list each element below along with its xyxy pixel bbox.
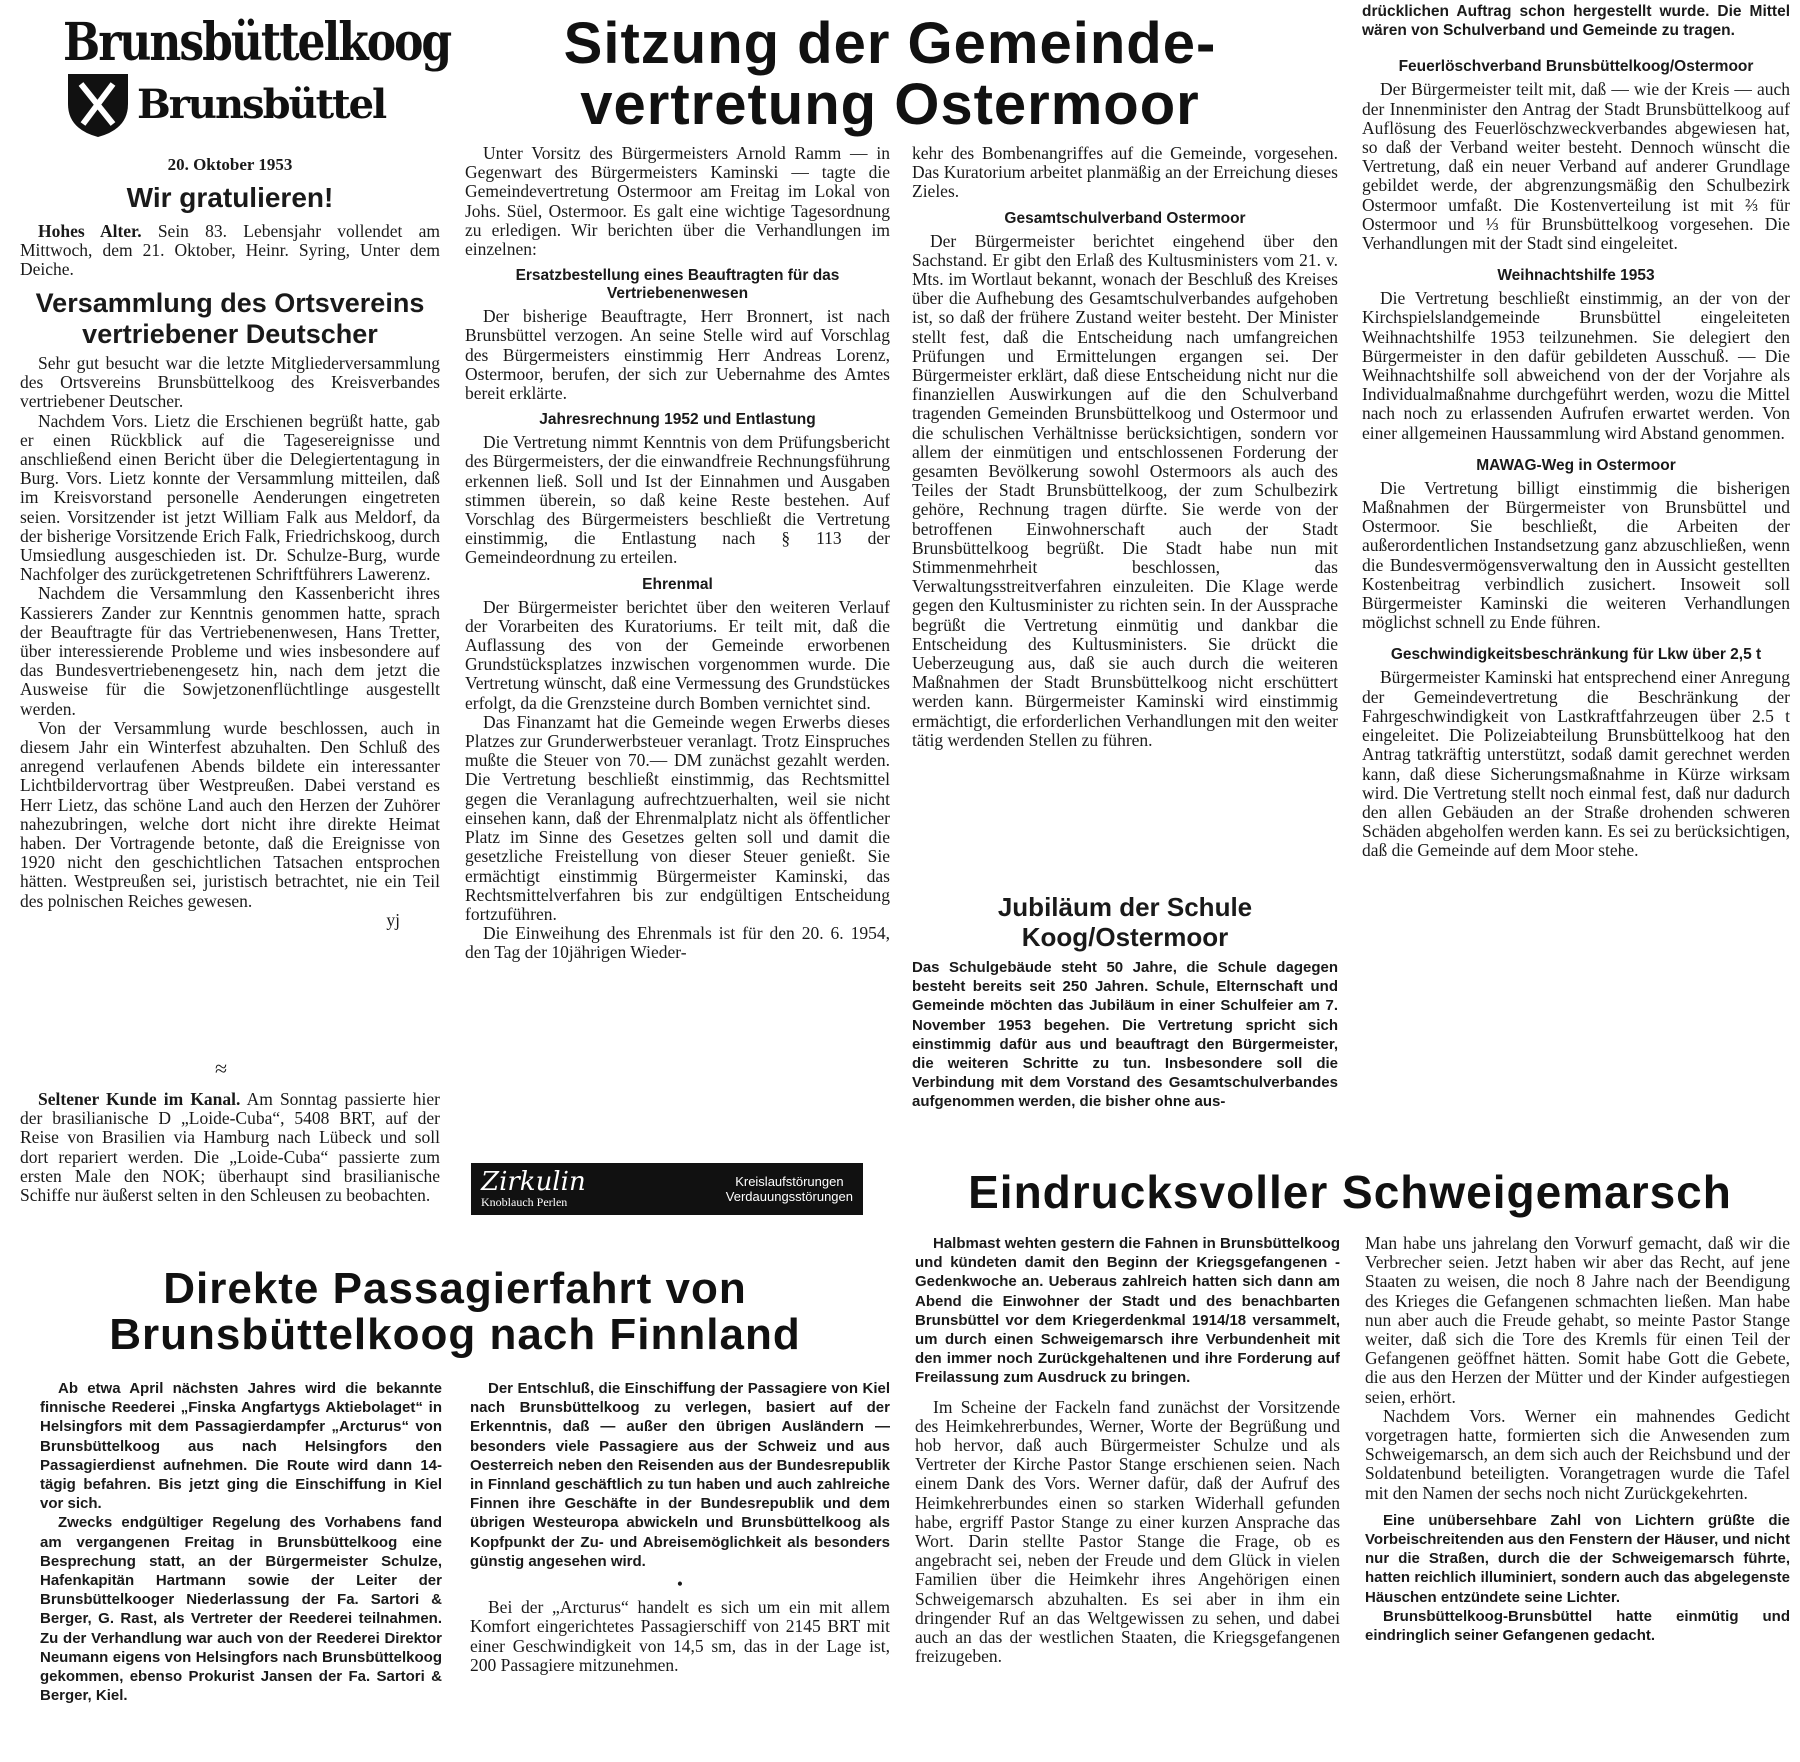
kunde-body: Am Sonntag passierte hier der brasilianische D „Loide-Cuba“, 5408 BRT, auf der Reise von Brasilien via Hamburg nach Lübeck und soll dort repariert werden. Die „Loide-Cuba“ passierte zum ersten Male den NOK; überhaupt sind brasilianische Schiffe nur äußerst selten in den Schleusen zu beobachten.	[20, 1090, 440, 1206]
sitzung-col2	[465, 144, 890, 1128]
jubilaeum-heading: Jubiläum der Schule Koog/Ostermoor	[997, 892, 1253, 952]
paragraph: Nachdem Vors. Lietz die Erschienen begrüßt hatte, gab er einen Rückblick auf die Tagesereignisse und anschließend einen Bericht über die Delegiertentagung in Burg. Vors. Lietz konnte der Versammlung mitteilen, daß im Kreisvorstand personelle Aenderungen eingetreten seien. Vorsitzender ist jetzt William Falk aus Meldorf, da der bisherige Vorsitzende Erich Falk, Friedrichskoog, durch Umsiedlung ausgeschieden ist. Dr. Schulze-Burg, wurde Nachfolger des zurückgetretenen Schriftführers Lawerenz.	[20, 410, 440, 585]
paragraph: Die Vertretung beschließt einstimmig, an der von der Kirchspielslandgemeinde Brunsbüttel eingeleiteten Weihnachtshilfe 1953 teilzunehmen. Sie delegiert den Bürgermeister in den dafür gebildeten Ausschuß. — Die Weihnachtshilfe soll abweichend von der der Vorjahre als Individualmaßnahme durchgeführt werden, wozu die Mittel nach noch zu erlassenden Aufrufen erwartet werden. Von einer allgemeinen Haussammlung wird Abstand genommen.	[1362, 288, 1790, 443]
masthead-line2: Brunsbüttel	[137, 80, 386, 128]
gratulation-body: Sein 83. Lebensjahr vollendet am Mittwoch, dem 21. Oktober, Heinr. Syring, Unter dem Deiche.	[20, 222, 440, 280]
ad-line1: Kreislaufstörungen	[735, 1174, 844, 1189]
gratulation-text	[20, 222, 440, 282]
bullet-divider: •	[676, 1574, 684, 1595]
paragraph: Eine unübersehbare Zahl von Lichtern grüßte die Vorbeischreitenden aus den Fenstern der Häuser, und nicht nur die Straßen, durch die der Schweigemarsch führte, hatten reichlich illuminiert, sondern auch das abgelegenste Häuschen entzündete seine Lichter.	[1365, 1511, 1790, 1606]
signature: yj	[386, 909, 400, 930]
wave-divider-icon: ≈	[215, 1056, 228, 1081]
paragraph: Brunsbüttelkoog-Brunsbüttel hatte einmütig und eindringlich seiner Gefangenen gedacht.	[1365, 1607, 1790, 1645]
kunde-article	[20, 1090, 440, 1242]
subheading: Gesamtschulverband Ostermoor	[1004, 209, 1246, 227]
paragraph: Im Scheine der Fackeln fand zunächst der Vorsitzende des Heimkehrerbundes, Werner, Worte der Begrüßung und hob hervor, daß auch Bürgermeister Schulze und als Vertreter der Kirche Pastor Stange erschienen seien. Nach einem Dank des Vors. Werner dafür, daß der Aufruf des Heimkehrerbundes einen so starken Widerhall gefunden habe, ergriff Pastor Stange zu einer kurzen Ansprache das Wort. Darin stellte Pastor Stange die Frage, ob es angebracht sei, neben der Freude und dem Glück in vielen Familien über die Heimkehr ihres Angehörigen einen Schweigemarsch abzuhalten. Es sei aber in ihm ein dringender Ruf an das Weltgewissen zu sehen, und dabei auch an das der westlichen Staaten, die Kriegsgefangenen freizugeben.	[915, 1396, 1340, 1667]
subheading: Weihnachtshilfe 1953	[1497, 267, 1655, 285]
paragraph: drücklichen Auftrag schon hergestellt wurde. Die Mittel wären von Schulverband und Gemeinde zu tragen.	[1362, 3, 1790, 40]
paragraph: Bürgermeister Kaminski hat entsprechend einer Anregung der Gemeindevertretung die Beschränkung der Fahrgeschwindigkeit von Lastkraftfahrzeugen über 2.5 t eingeleitet. Die Polizeiabteilung Brunsbüttelkoog hat den Antrag tatkräftig unterstützt, sodaß damit gerechnet werden kann, daß diese Sicherungsmaßnahme in Kürze wirksam wird. Die Vertretung stellt noch einmal fest, daß nur dadurch den allen Gebäuden an der Straße drohenden schweren Schäden abgeholfen werden kann. Es sei zu berücksichtigen, daß die Gemeinde auf dem Moor stehe.	[1362, 667, 1790, 861]
paragraph: Unter Vorsitz des Bürgermeisters Arnold Ramm — in Gegenwart des Bürgermeisters Kaminski — tagte die Gemeindevertretung Ostermoor am Freitag im Lokal von Johs. Süel, Ostermoor. Es galt eine wichtige Tagesordnung zu erledigen. Wir berichten über die Verhandlungen im einzelnen:	[465, 144, 890, 260]
gratulation-lead: Hohes Alter.	[38, 222, 142, 241]
kunde-lead: Seltener Kunde im Kanal.	[38, 1090, 241, 1109]
sitzung-col3	[912, 144, 1338, 886]
sitzung-col4	[1362, 2, 1790, 1150]
paragraph: Man habe uns jahrelang den Vorwurf gemacht, daß wir die Verbrecher seien. Jetzt haben wir aber das Recht, auf jene Staaten zu weisen, die noch 8 Jahre nach der Beendigung des Krieges die Gefangenen schmachten ließen. Man habe nun aber auch die Freude gehabt, so meinte Pastor Stange weiter, daß sich die Tore des Kremls für einen Teil der Gefangenen geöffnet hätten. Somit habe Gott die Gebete, die aus den Herzen der Mütter und der Kinder aufgestiegen seien, erhört.	[1365, 1234, 1790, 1407]
paragraph: Der Entschluß, die Einschiffung der Passagiere von Kiel nach Brunsbüttelkoog zu verlegen, basiert auf der Erkenntnis, daß — außer den übrigen Ausländern — besonders viele Passagiere aus der Schweiz und aus Oesterreich neben den Reisenden aus der Bundesrepublik in Finnland geschäftlich zu tun haben und auch zahlreiche Finnen ihre Geschäfte in der Bundesrepublik und dem übrigen Westeuropa abwickeln und Brunsbüttelkoog als Kopfpunkt der Zu- und Abreisemöglichkeit als besonders günstig angesehen wird.	[470, 1380, 890, 1570]
paragraph: kehr des Bombenangriffes auf die Gemeinde, vorgesehen. Das Kuratorium arbeitet planmäßig an der Erreichung dieses Zieles.	[912, 144, 1338, 202]
passagier-title: Direkte Passagierfahrt von Brunsbüttelkoog nach Finnland	[109, 1264, 801, 1360]
paragraph: Zwecks endgültiger Regelung des Vorhabens fand am vergangenen Freitag in Brunsbüttelkoog eine Besprechung statt, an der Bürgermeister Schulze, Hafenkapitän Hartmann sowie der Leiter der Brunsbüttelkooger Niederlassung der Fa. Sartori & Berger, G. Rast, als Vertreter der Reederei teilnahmen. Zu der Verhandlung war auch von der Reederei Direktor Neumann eigens von Helsingfors nach Brunsbüttelkoog gekommen, ebenso Prokurist Jansen der Fa. Sartori & Berger, Kiel.	[40, 1514, 442, 1705]
subheading: Jahresrechnung 1952 und Entlastung	[539, 411, 816, 429]
subheading: Feuerlöschverband Brunsbüttelkoog/Ostermoor	[1398, 58, 1754, 76]
paragraph: Der bisherige Beauftragte, Herr Bronnert, ist nach Brunsbüttel verzogen. An seine Stelle wird auf Vorschlag des Bürgermeisters einstimmig Herr Andreas Lorenz, Ostermoor, berufen, der sich zur Uebernahme des Amtes bereit erklärte.	[465, 306, 890, 404]
paragraph: Die Vertretung nimmt Kenntnis von dem Prüfungsbericht des Bürgermeisters, der die einwandfreie Rechnungsführung erkennen ließ. Soll und Ist der Einnahmen und Ausgaben stimmen überein, so daß keine Reste bestehen. Auf Vorschlag des Bürgermeisters beschließt die Vertretung einstimmig, die Entlastung nach § 113 der Gemeindeordnung zu erteilen.	[465, 432, 890, 568]
masthead-logo	[63, 12, 451, 138]
passagier-col1	[40, 1379, 442, 1749]
paragraph: Der Bürgermeister teilt mit, daß — wie der Kreis — auch der Innenminister den Antrag der Stadt Brunsbüttelkoog auf Auflösung des Feuerlöschzweckverbandes abgewiesen hat, so daß der Verband weiter besteht. Dennoch wünscht die Vertretung, daß ein neuer Verband auf anderer Grundlage gebildet werde, der abgrenzungsmäßig den Schulbezirk Ostermoor umfaßt. Die Kostenverteilung ist mit ⅔ für Ostermoor und ⅓ für Brunsbüttelkoog vorgesehen. Die Verhandlungen mit der Stadt sind eingeleitet.	[1362, 79, 1790, 254]
ad-brand: Zirkulin	[481, 1166, 586, 1197]
masthead-line1: Brunsbüttelkoog	[63, 12, 451, 74]
paragraph: Halbmast wehten gestern die Fahnen in Brunsbüttelkoog und kündeten damit den Beginn der Kriegsgefangenen - Gedenkwoche an. Ueberaus zahlreich hatten sich dann am Abend die Einwohner der Stadt und des benachbarten Brunsbüttel vor dem Kriegerdenkmal 1914/18 versammelt, um durch einen Schweigemarsch ihre Verbundenheit mit den immer noch Zurückgehaltenen und ihre Forderung auf Freilassung zum Ausdruck zu bringen.	[915, 1235, 1340, 1387]
paragraph: Der Bürgermeister berichtet über den weiteren Verlauf der Vorarbeiten des Kuratoriums. Er teilt mit, daß die Auflassung des von der Gemeinde erworbenen Grundstücksplatzes inzwischen vorgenommen wurde. Die Vertretung wünscht, daß eine Vermessung des Grundstückes erfolgt, da die Grenzsteine durch Bomben vernichtet sind.	[465, 596, 890, 713]
schweige-col3	[915, 1234, 1340, 1762]
subheading: MAWAG-Weg in Ostermoor	[1476, 456, 1676, 474]
paragraph: Nachdem die Versammlung den Kassenbericht ihres Kassierers Zander zur Kenntnis genommen hatte, sprach der Beauftragte für das Vertriebenenwesen, Hans Tretter, über interessierende Probleme und wies insbesondere auf das Bundesvertriebenengesetz hin, nach dem jetzt die Ausweise für die Sowjetzonenflüchtlinge ausgestellt werden.	[20, 583, 440, 719]
paragraph: Ab etwa April nächsten Jahres wird die bekannte finnische Reederei „Finska Angfartygs Aktiebolaget“ in Helsingfors mit dem Passagierdampfer „Arcturus“ von Brunsbüttelkoog aus nach Helsingfors den Passagierdienst aufnehmen. Die Route wird dann 14-tägig befahren. Bis jetzt ging die Einschiffung in Kiel vor sich.	[40, 1380, 442, 1513]
subheading: Ehrenmal	[642, 575, 713, 593]
sitzung-title: Sitzung der Gemeinde-vertretung Ostermoor	[563, 11, 1217, 137]
gratulation-heading: Wir gratulieren!	[126, 182, 334, 213]
passagier-col2	[470, 1379, 890, 1749]
paragraph: Nachdem Vors. Werner ein mahnendes Gedicht vorgetragen hatte, formierten sich die Anwesenden zum Schweigemarsch, an dem sich auch der Reichsbund und der Soldatenbund beteiligten. Vorangetragen wurde die Tafel mit den Namen der sechs noch nicht Zurückgekehrten.	[1365, 1405, 1790, 1503]
paragraph: Das Finanzamt hat die Gemeinde wegen Erwerbs dieses Platzes zur Grunderwerbsteuer veranlagt. Trotz Einspruches mußte die Steuer von 70.— DM zunächst gezahlt werden. Die Vertretung beschließt einstimmig, das Rechtsmittel gegen die Veranlagung aufrechtzuerhalten, weil sie nicht einsehen kann, daß der Ehrenmalplatz nicht als öffentlicher Platz im Sinne des Gesetzes gelten soll und damit die gesetzliche Freistellung von dieser Steuer genießt. Sie ermächtigt einstimmig Bürgermeister Kaminski, das Rechtsmittelverfahren bis zur endgültigen Entscheidung fortzuführen.	[465, 711, 890, 924]
paragraph: Von der Versammlung wurde beschlossen, auch in diesem Jahr ein Winterfest abzuhalten. Den Schluß des anregend verlaufenen Abends bildete ein interessanter Lichtbildervortrag über Westpreußen. Dabei verstand es Herr Lietz, das schöne Land auch den Herzen der Zuhörer nahezubringen, welche dort nicht ihre direkte Heimat haben. Der Vortragende betonte, daß die Ereignisse von 1920 nicht den geschichtlichen Tatsachen entsprochen hätten. Westpreußen sei, juristisch betrachtet, nie ein Teil des polnischen Reiches gewesen.	[20, 717, 440, 911]
zirkulin-ad	[471, 1163, 863, 1215]
paragraph: Die Vertretung billigt einstimmig die bisherigen Maßnahmen der Bürgermeister von Brunsbüttel und Ostermoor. Sie beschließt, die Arbeiten der außerordentlichen Instandsetzung ganz abzuschließen, wenn die Bundesvermögensverwaltung den in Aussicht gestellten Kostenbeitrag verbindlich zusichert. Insoweit soll Bürgermeister Kaminski die weiteren Verhandlungen möglichst schnell zu Ende führen.	[1362, 477, 1790, 633]
ad-line2: Verdauungsstörungen	[725, 1189, 853, 1204]
jubilaeum-article	[912, 958, 1338, 1150]
paragraph: Sehr gut besucht war die letzte Mitgliederversammlung des Ortsvereins Brunsbüttelkoog des Kreisverbandes vertriebener Deutscher.	[20, 354, 440, 412]
paragraph: Der Bürgermeister berichtet eingehend über den Sachstand. Er gibt den Erlaß des Kultusministers vom 21. v. Mts. im Wortlaut bekannt, wonach der Beschluß des Kreises über die Aufhebung des Gesamtschulverbandes aufgehoben ist, so daß der frühere Zustand weiter besteht. Der Minister stellt fest, daß die Entscheidung nach umfangreichen Prüfungen und Ermittelungen ergangen sei. Der Bürgermeister erklärt, daß diese Entscheidung nicht nur die finanziellen Auswirkungen auf die den Schulverband tragenden Gemeinden Brunsbüttelkoog und Ostermoor und die schulischen Verhältnisse berücksichtigen, sondern vor allem der einmütigen und entschlossenen Forderung der gesamten Bevölkerung sowohl Ostermoors als auch des Teiles der Stadt Brunsbüttelkoog, der zum Schulbezirk gehöre, Rechnung tragen dürfte. Sie werde von der betroffenen Einwohnerschaft auch der Stadt Brunsbüttelkoog begrüßt. Die Stadt habe nun mit Stimmenmehrheit beschlossen, das Verwaltungsstreitverfahren einzuleiten. Die Klage werde gegen den Kultusminister zu richten sein. In der Aussprache begrüßt die Vertretung einmütig und dankbar die Entscheidung des Kultusministers. Sie drückt die Ueberzeugung aus, daß sie auch durch die weiteren Maßnahmen der Stadt Brunsbüttelkoog nicht erschüttert werden kann. Bürgermeister Kaminski wird einstimmig ermächtigt, die erforderlichen Verhandlungen mit den weiter tätig werdenden Stellen zu führen.	[912, 230, 1338, 750]
schweige-title: Eindrucksvoller Schweigemarsch	[968, 1166, 1732, 1218]
paragraph: Die Einweihung des Ehrenmals ist für den 20. 6. 1954, den Tag der 10jährigen Wieder-	[465, 923, 890, 963]
subheading: Geschwindigkeitsbeschränkung für Lkw über 2,5 t	[1390, 646, 1762, 664]
subheading: Ersatzbestellung eines Beauftragten für das Vertriebenenwesen	[515, 267, 840, 303]
issue-date: 20. Oktober 1953	[167, 155, 293, 174]
ad-subline: Knoblauch Perlen	[481, 1194, 568, 1209]
coat-of-arms-icon	[63, 69, 133, 139]
versammlung-heading: Versammlung des Ortsvereins vertriebener Deutscher	[35, 288, 425, 349]
schweige-col4	[1365, 1234, 1790, 1762]
versammlung-article	[20, 354, 440, 1054]
paragraph: Das Schulgebäude steht 50 Jahre, die Schule dagegen besteht bereits seit 250 Jahren. Schule, Elternschaft und Gemeinde möchten das Jubiläum in einer Schulfeier am 7. November 1953 begehen. Die Vertretung spricht sich einstimmig dafür aus und beauftragt den Bürgermeister, die weiteren Schritte zu tun. Insbesondere soll die Verbindung mit dem Vorstand des Gesamtschulverbandes aufgenommen werden, die bisher ohne aus-	[912, 959, 1338, 1111]
paragraph: Bei der „Arcturus“ handelt es sich um ein mit allem Komfort eingerichtetes Passagierschiff von 2145 BRT mit einer Geschwindigkeit von 14,5 sm, das in der Lage ist, 200 Passagiere mitzunehmen.	[470, 1597, 890, 1675]
